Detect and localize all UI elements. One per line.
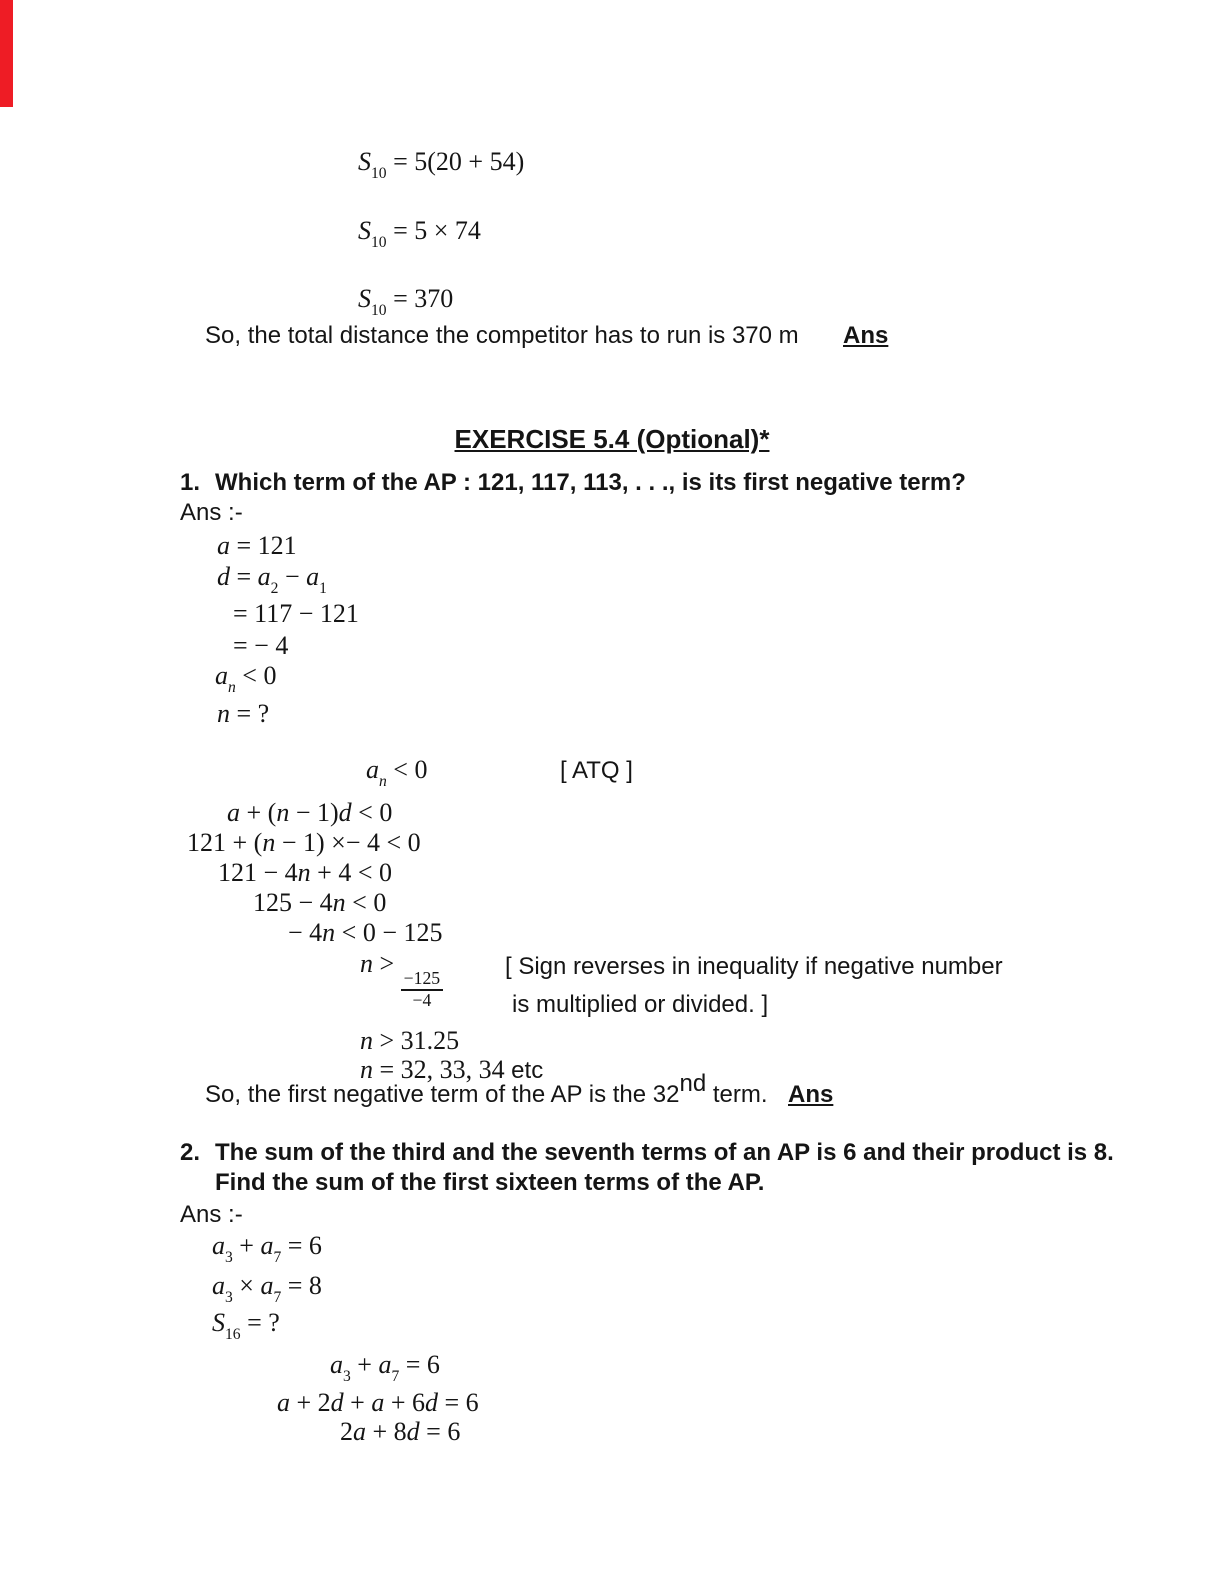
- q1-ans-label: Ans: [788, 1081, 834, 1108]
- q1-step-general: a + (n − 1)d < 0: [227, 798, 393, 827]
- question-1: [180, 468, 1110, 498]
- q1-given-d: $d = a_2 - a_1$: [217, 562, 327, 598]
- q1-step-isolate: − 4n < 0 − 125: [288, 918, 443, 947]
- q1-condition-an: $a_n < 0$: [215, 661, 277, 697]
- q2-step-sum: $a_3 + a_7 = 6$: [330, 1350, 440, 1386]
- question-1-text: Which term of the AP : 121, 117, 113, . . ., is its first negative term?: [215, 469, 966, 496]
- q2-step-simplify: 2a + 8d = 6: [340, 1417, 461, 1446]
- q2-find-s16: $S_{16}$ = ?: [212, 1308, 280, 1344]
- equation-s10-product: $S_{10} = 5 \times 74$: [358, 216, 481, 252]
- intro-ans-label: Ans: [843, 322, 889, 349]
- q1-given-a: a = 121: [217, 531, 297, 560]
- q1-note-line-2: is multiplied or divided. ]: [512, 991, 769, 1018]
- q2-step-expand: a + 2d + a + 6d = 6: [277, 1388, 479, 1417]
- q1-note-line-1: [ Sign reverses in inequality if negative number: [505, 953, 1003, 980]
- question-2-text: [215, 1138, 1114, 1198]
- q1-step-simplify: 125 − 4n < 0: [253, 888, 387, 917]
- q1-step-decimal: n > 31.25: [360, 1026, 460, 1055]
- q1-step-fraction: n > $\frac{-125}{-4}$: [360, 948, 443, 1011]
- red-edge-mark: [0, 0, 13, 107]
- q1-step-values: n = 32, 33, 34 etc: [360, 1055, 544, 1084]
- q1-find-n: n = ?: [217, 699, 270, 728]
- q1-atq-equation: $a_n < 0$: [366, 755, 428, 791]
- q1-conclusion-text: So, the first negative term of the AP is the 32nd term.: [205, 1070, 768, 1108]
- exercise-title: EXERCISE 5.4 (Optional)*: [454, 424, 770, 454]
- question-1-number: 1.: [180, 469, 201, 496]
- question-1-ans-label: Ans :-: [180, 499, 243, 526]
- q1-d-step-1: = 117 − 121: [233, 599, 359, 628]
- question-2-ans-label: Ans :-: [180, 1201, 243, 1228]
- question-2-text-line-1: The sum of the third and the seventh terms of an AP is 6 and their product is 8.: [215, 1139, 1114, 1166]
- q1-d-step-2: = − 4: [233, 631, 289, 660]
- intro-conclusion-text: So, the total distance the competitor has to run is 370 m: [205, 322, 799, 349]
- q1-step-substitute: 121 + (n − 1) ×− 4 < 0: [187, 828, 421, 857]
- exercise-heading-row: [0, 423, 1224, 456]
- q2-given-product: $a_3 \times a_7 = 8$: [212, 1271, 322, 1307]
- equation-s10-result: $S_{10} = 370$: [358, 284, 454, 320]
- q2-given-sum: $a_3 + a_7 = 6$: [212, 1231, 322, 1267]
- equation-s10-sum: $S_{10} = 5(20 + 54)$: [358, 147, 525, 183]
- q1-atq-label: [ ATQ ]: [560, 757, 633, 784]
- q1-step-expand: 121 − 4n + 4 < 0: [218, 858, 392, 887]
- question-2-number: 2.: [180, 1139, 201, 1166]
- question-2: [180, 1138, 1114, 1198]
- question-2-text-line-2: Find the sum of the first sixteen terms of the AP.: [215, 1169, 765, 1196]
